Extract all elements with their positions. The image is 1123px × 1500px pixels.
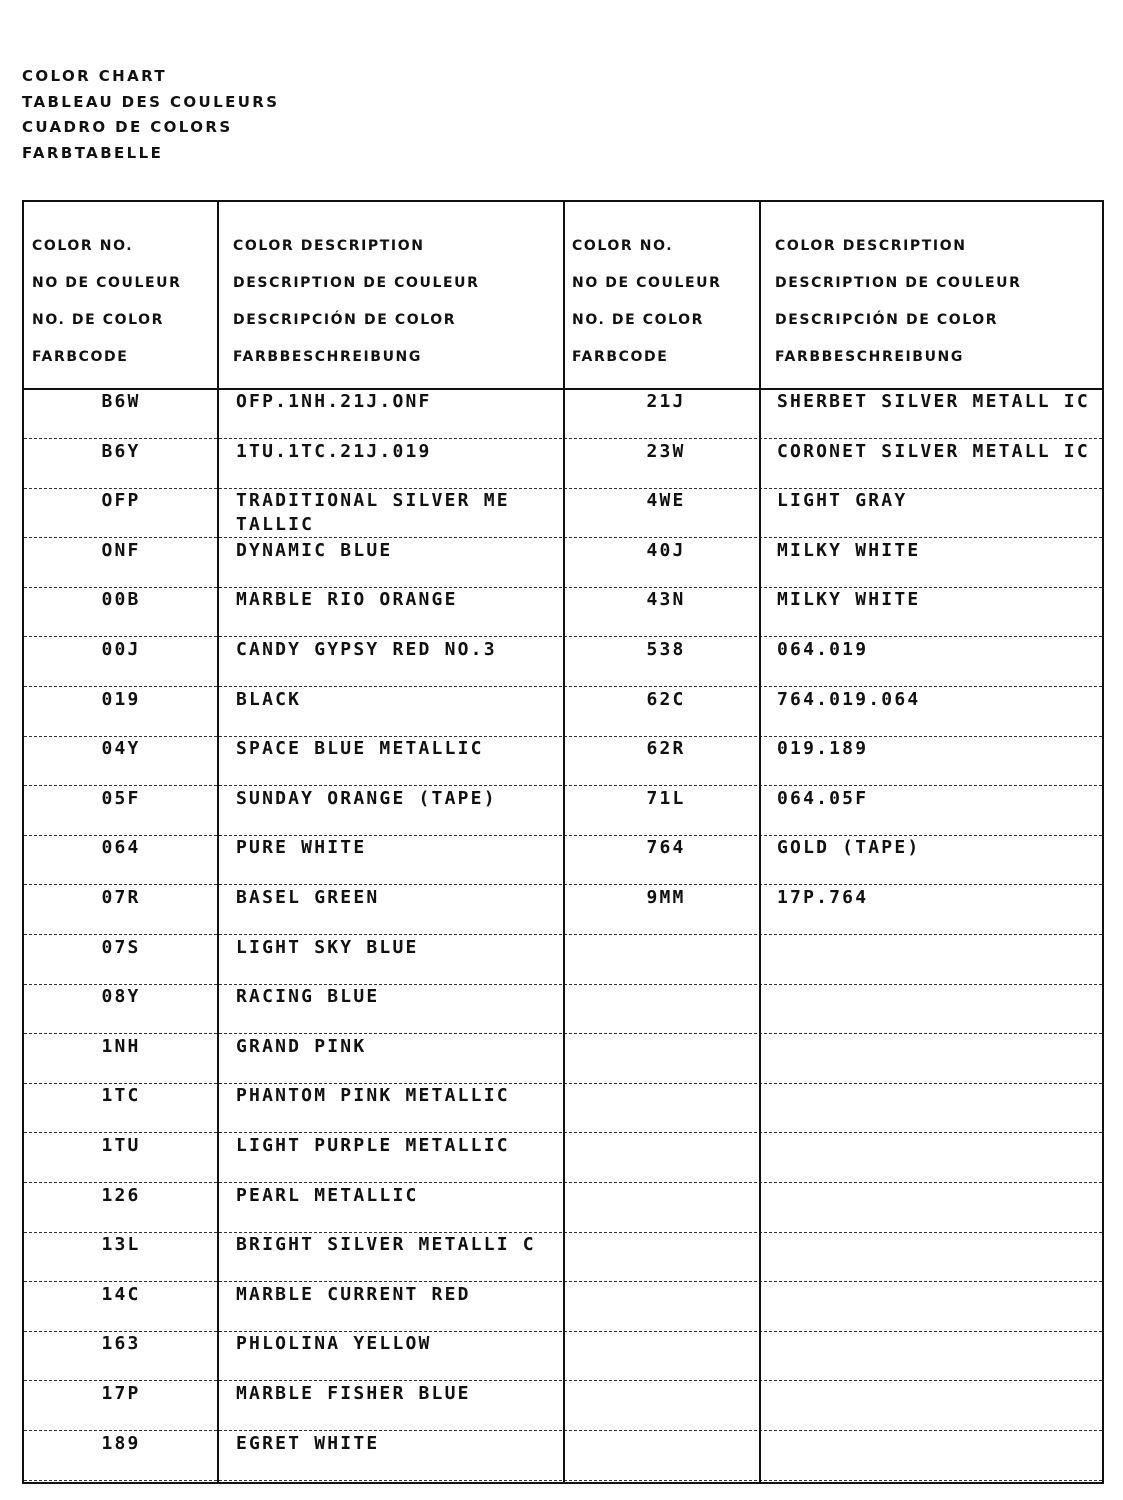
color-description-left: RACING BLUE xyxy=(236,986,380,1008)
color-description-left: LIGHT SKY BLUE xyxy=(236,936,419,958)
header-color-no-right: COLOR NO. NO DE COULEUR NO. DE COLOR FARBCODE xyxy=(572,238,722,365)
color-description-left: PHLOLINA YELLOW xyxy=(236,1333,432,1355)
color-description-left: MARBLE FISHER BLUE xyxy=(236,1383,471,1404)
title-french: TABLEAU DES COULEURS xyxy=(22,92,280,111)
color-no-right: 21J xyxy=(646,391,686,412)
color-description-left: MARBLE CURRENT RED xyxy=(236,1283,471,1305)
color-description-right: MILKY WHITE xyxy=(777,589,921,611)
column-divider xyxy=(759,202,761,1482)
color-no-left: 08Y xyxy=(101,986,141,1008)
color-description-right: 764.019.064 xyxy=(777,688,921,710)
color-chart-table xyxy=(22,200,1104,1484)
color-description-right: MILKY WHITE xyxy=(777,539,921,561)
color-no-left: 14C xyxy=(101,1283,141,1305)
color-description-left: OFP.1NH.21J.ONF xyxy=(236,391,432,412)
color-no-left: B6W xyxy=(101,391,141,412)
color-description-left: SUNDAY ORANGE (TAPE) xyxy=(236,787,497,809)
color-no-left: 1NH xyxy=(101,1035,141,1057)
color-no-right: 9MM xyxy=(646,887,686,908)
color-description-left: BRIGHT SILVER METALLI C xyxy=(236,1234,536,1256)
color-description-left: DYNAMIC BLUE xyxy=(236,539,393,561)
color-no-right: 71L xyxy=(646,787,686,809)
column-divider xyxy=(563,202,565,1482)
color-no-right: 538 xyxy=(646,639,686,660)
color-no-left: ONF xyxy=(101,539,141,561)
color-no-left: 00B xyxy=(101,589,141,611)
title-german: FARBTABELLE xyxy=(22,143,164,162)
color-no-left: OFP xyxy=(101,490,141,512)
color-no-left: 05F xyxy=(101,787,141,809)
column-divider xyxy=(217,202,219,1482)
color-description-left: PEARL METALLIC xyxy=(236,1184,419,1206)
header-color-no-left: COLOR NO. NO DE COULEUR NO. DE COLOR FARBCODE xyxy=(32,238,182,365)
color-no-left: 07R xyxy=(101,887,141,908)
color-description-left: PHANTOM PINK METALLIC xyxy=(236,1085,510,1107)
color-description-left: SPACE BLUE METALLIC xyxy=(236,738,484,760)
color-no-left: 126 xyxy=(101,1184,141,1206)
color-description-right: 064.05F xyxy=(777,787,869,809)
color-no-right: 23W xyxy=(646,440,686,462)
color-description-left: LIGHT PURPLE METALLIC xyxy=(236,1135,510,1156)
header-color-description-left: COLOR DESCRIPTION DESCRIPTION DE COULEUR DESCRIPCIÓN DE COLOR FARBBESCHREIBUNG xyxy=(233,238,480,365)
color-no-left: 00J xyxy=(101,639,141,660)
color-no-right: 40J xyxy=(646,539,686,561)
color-no-right: 62C xyxy=(646,688,686,710)
color-no-left: 17P xyxy=(101,1383,141,1404)
color-description-left: EGRET WHITE xyxy=(236,1432,380,1454)
color-description-left: MARBLE RIO ORANGE xyxy=(236,589,458,611)
color-no-left: 04Y xyxy=(101,738,141,760)
color-description-left: GRAND PINK xyxy=(236,1035,367,1057)
color-description-left: BLACK xyxy=(236,688,302,710)
color-no-right: 62R xyxy=(646,738,686,760)
color-description-right: 064.019 xyxy=(777,639,869,660)
color-no-right: 43N xyxy=(646,589,686,611)
color-description-right: 019.189 xyxy=(777,738,869,760)
color-description-left: TRADITIONAL SILVER ME TALLIC xyxy=(236,490,523,536)
color-no-left: 019 xyxy=(101,688,141,710)
color-no-right: 4WE xyxy=(646,490,686,512)
color-no-left: 07S xyxy=(101,936,141,958)
color-description-left: CANDY GYPSY RED NO.3 xyxy=(236,639,497,660)
color-no-left: 064 xyxy=(101,837,141,859)
title-english: COLOR CHART xyxy=(22,67,167,85)
color-description-left: BASEL GREEN xyxy=(236,887,380,908)
color-no-left: 189 xyxy=(101,1432,141,1454)
color-description-left: 1TU.1TC.21J.019 xyxy=(236,440,432,462)
chart-titles xyxy=(22,64,279,166)
color-no-left: 163 xyxy=(101,1333,141,1355)
color-description-right: 17P.764 xyxy=(777,887,869,908)
color-no-left: 1TC xyxy=(101,1085,141,1107)
color-description-right: SHERBET SILVER METALL IC xyxy=(777,391,1090,412)
color-description-left: PURE WHITE xyxy=(236,837,367,859)
color-no-left: 1TU xyxy=(101,1135,141,1156)
color-no-left: 13L xyxy=(101,1234,141,1256)
color-description-right: GOLD (TAPE) xyxy=(777,837,921,859)
title-spanish: CUADRO DE COLORS xyxy=(22,118,233,136)
color-no-right: 764 xyxy=(646,837,686,859)
color-description-right: CORONET SILVER METALL IC xyxy=(777,440,1090,462)
color-description-right: LIGHT GRAY xyxy=(777,490,908,512)
color-no-left: B6Y xyxy=(101,440,141,462)
header-color-description-right: COLOR DESCRIPTION DESCRIPTION DE COULEUR DESCRIPCIÓN DE COLOR FARBBESCHREIBUNG xyxy=(775,238,1022,365)
